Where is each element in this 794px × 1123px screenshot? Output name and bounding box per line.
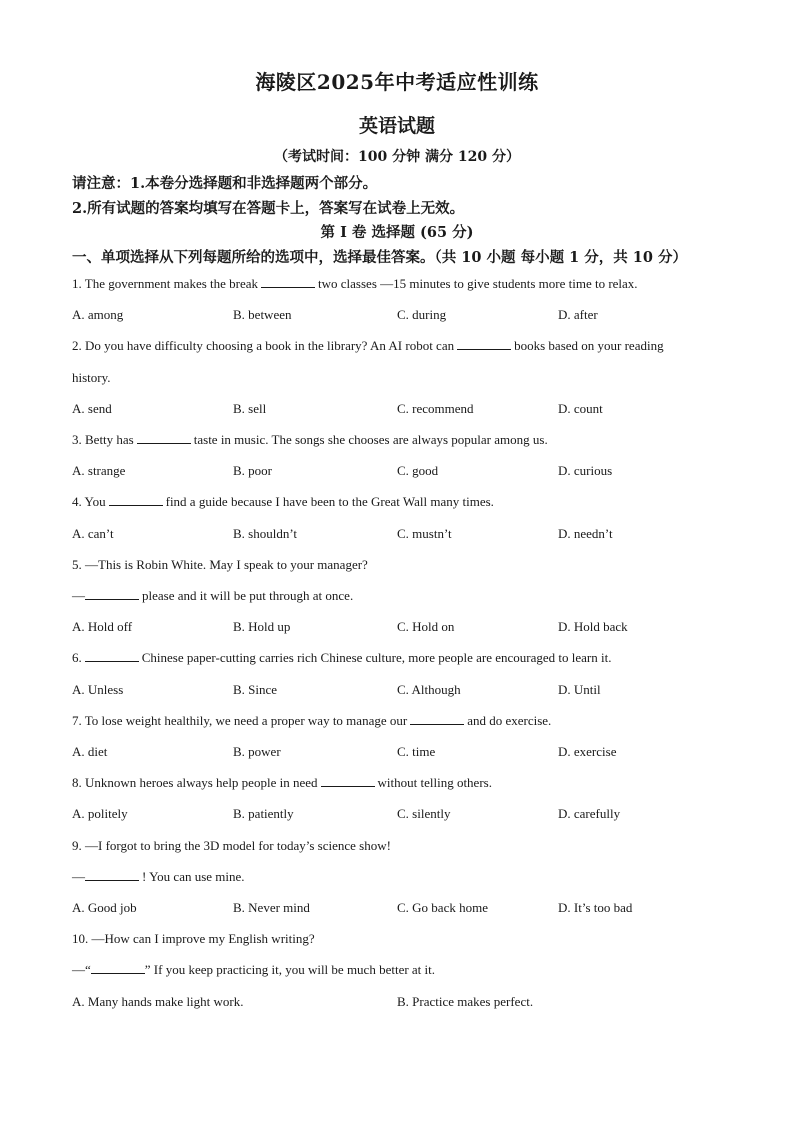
option-b: B. power [233,744,281,759]
option-b: B. patiently [233,806,294,821]
question-2 [72,336,727,356]
option-b: B. between [233,307,292,322]
question-text: — [72,869,85,884]
question-5-reply [72,586,727,606]
question-text: ” If you keep practicing it, you will be much better at it. [144,962,436,977]
option-d: D. Hold back [558,619,628,634]
answer-blank [321,774,375,787]
answer-blank [85,868,139,881]
question-text: two classes —15 minutes to give students more time to relax. [318,276,638,291]
question-text: 7. To lose weight healthily, we need a proper way to manage our [72,713,408,728]
option-a: A. send [72,401,112,416]
answer-blank [261,275,315,288]
option-d: D. after [558,307,598,322]
answer-blank [137,431,191,444]
question-text: find a guide because I have been to the Great Wall many times. [165,494,494,509]
answer-blank [85,587,139,600]
option-d: D. It’s too bad [558,900,633,915]
option-a: A. Unless [72,682,124,697]
option-a: A. politely [72,806,128,821]
answer-blank [85,649,139,662]
question-text: —“ [72,962,91,977]
option-d: D. exercise [558,744,617,759]
question-10-reply [72,960,727,980]
question-text: and do exercise. [467,713,552,728]
subject-title: 英语试题 [358,115,435,137]
option-c: C. Go back home [397,900,488,915]
option-a: A. Good job [72,900,137,915]
option-b: B. shouldn’t [233,526,298,541]
option-a: A. diet [72,744,108,759]
question-5: 5. —This is Robin White. May I speak to your manager? [72,557,368,572]
question-6 [72,648,727,668]
option-a: A. Hold off [72,619,133,634]
option-c: C. Although [397,682,461,697]
option-b: B. Hold up [233,619,291,634]
question-text: 2. Do you have difficulty choosing a book in the library? An AI robot can [72,338,455,353]
option-c: C. Hold on [397,619,455,634]
option-c: C. silently [397,806,451,821]
question-text: 4. You [72,494,106,509]
answer-blank [410,712,464,725]
question-text: Chinese paper-cutting carries rich Chinese culture, more people are encouraged to learn it. [141,650,612,665]
option-b: B. Since [233,682,278,697]
answer-blank [457,337,511,350]
option-a: A. among [72,307,124,322]
option-d: D. carefully [558,806,621,821]
option-b: B. Practice makes perfect. [397,994,534,1009]
question-text: 6. [72,650,82,665]
option-b: B. sell [233,401,267,416]
option-a: A. Many hands make light work. [72,994,244,1009]
question-3 [72,430,727,450]
part-title: 第 I 卷 选择题 (65 分) [320,224,474,241]
question-2-continued: history. [72,370,111,385]
question-text: without telling others. [377,775,492,790]
question-text: 8. Unknown heroes always help people in need [72,775,318,790]
option-c: C. time [397,744,436,759]
option-d: D. needn’t [558,526,613,541]
option-a: A. can’t [72,526,114,541]
question-text: please and it will be put through at once. [142,588,354,603]
note-line-1: 请注意：1.本卷分选择题和非选择题两个部分。 [72,175,378,192]
question-text: 1. The government makes the break [72,276,259,291]
option-c: C. during [397,307,447,322]
option-a: A. strange [72,463,126,478]
exam-title: 海陵区2025年中考适应性训练 [255,70,539,94]
option-b: B. poor [233,463,272,478]
option-c: C. recommend [397,401,474,416]
option-d: D. Until [558,682,601,697]
question-text: books based on your reading [514,338,664,353]
question-1 [72,274,727,294]
answer-blank [91,961,145,974]
note-line-2: 2.所有试题的答案均填写在答题卡上，答案写在试卷上无效。 [72,200,465,217]
option-d: D. curious [558,463,613,478]
question-7 [72,711,727,731]
question-text: — [72,588,85,603]
question-8 [72,773,727,793]
answer-blank [109,493,163,506]
section-title: 一、单项选择从下列每题所给的选项中，选择最佳答案。（共 10 小题 每小题 1 分，共 10 分） [72,249,688,266]
option-d: D. count [558,401,603,416]
question-text: taste in music. The songs she chooses are always popular among us. [193,432,548,447]
question-text: ! You can use mine. [142,869,245,884]
question-9: 9. —I forgot to bring the 3D model for today’s science show! [72,838,391,853]
option-c: C. mustn’t [397,526,452,541]
option-c: C. good [397,463,439,478]
exam-info: （考试时间：100 分钟 满分 120 分） [274,149,520,165]
option-b: B. Never mind [233,900,310,915]
question-9-reply [72,867,727,887]
question-text: 3. Betty has [72,432,134,447]
question-4 [72,492,727,512]
question-10: 10. —How can I improve my English writing? [72,931,315,946]
